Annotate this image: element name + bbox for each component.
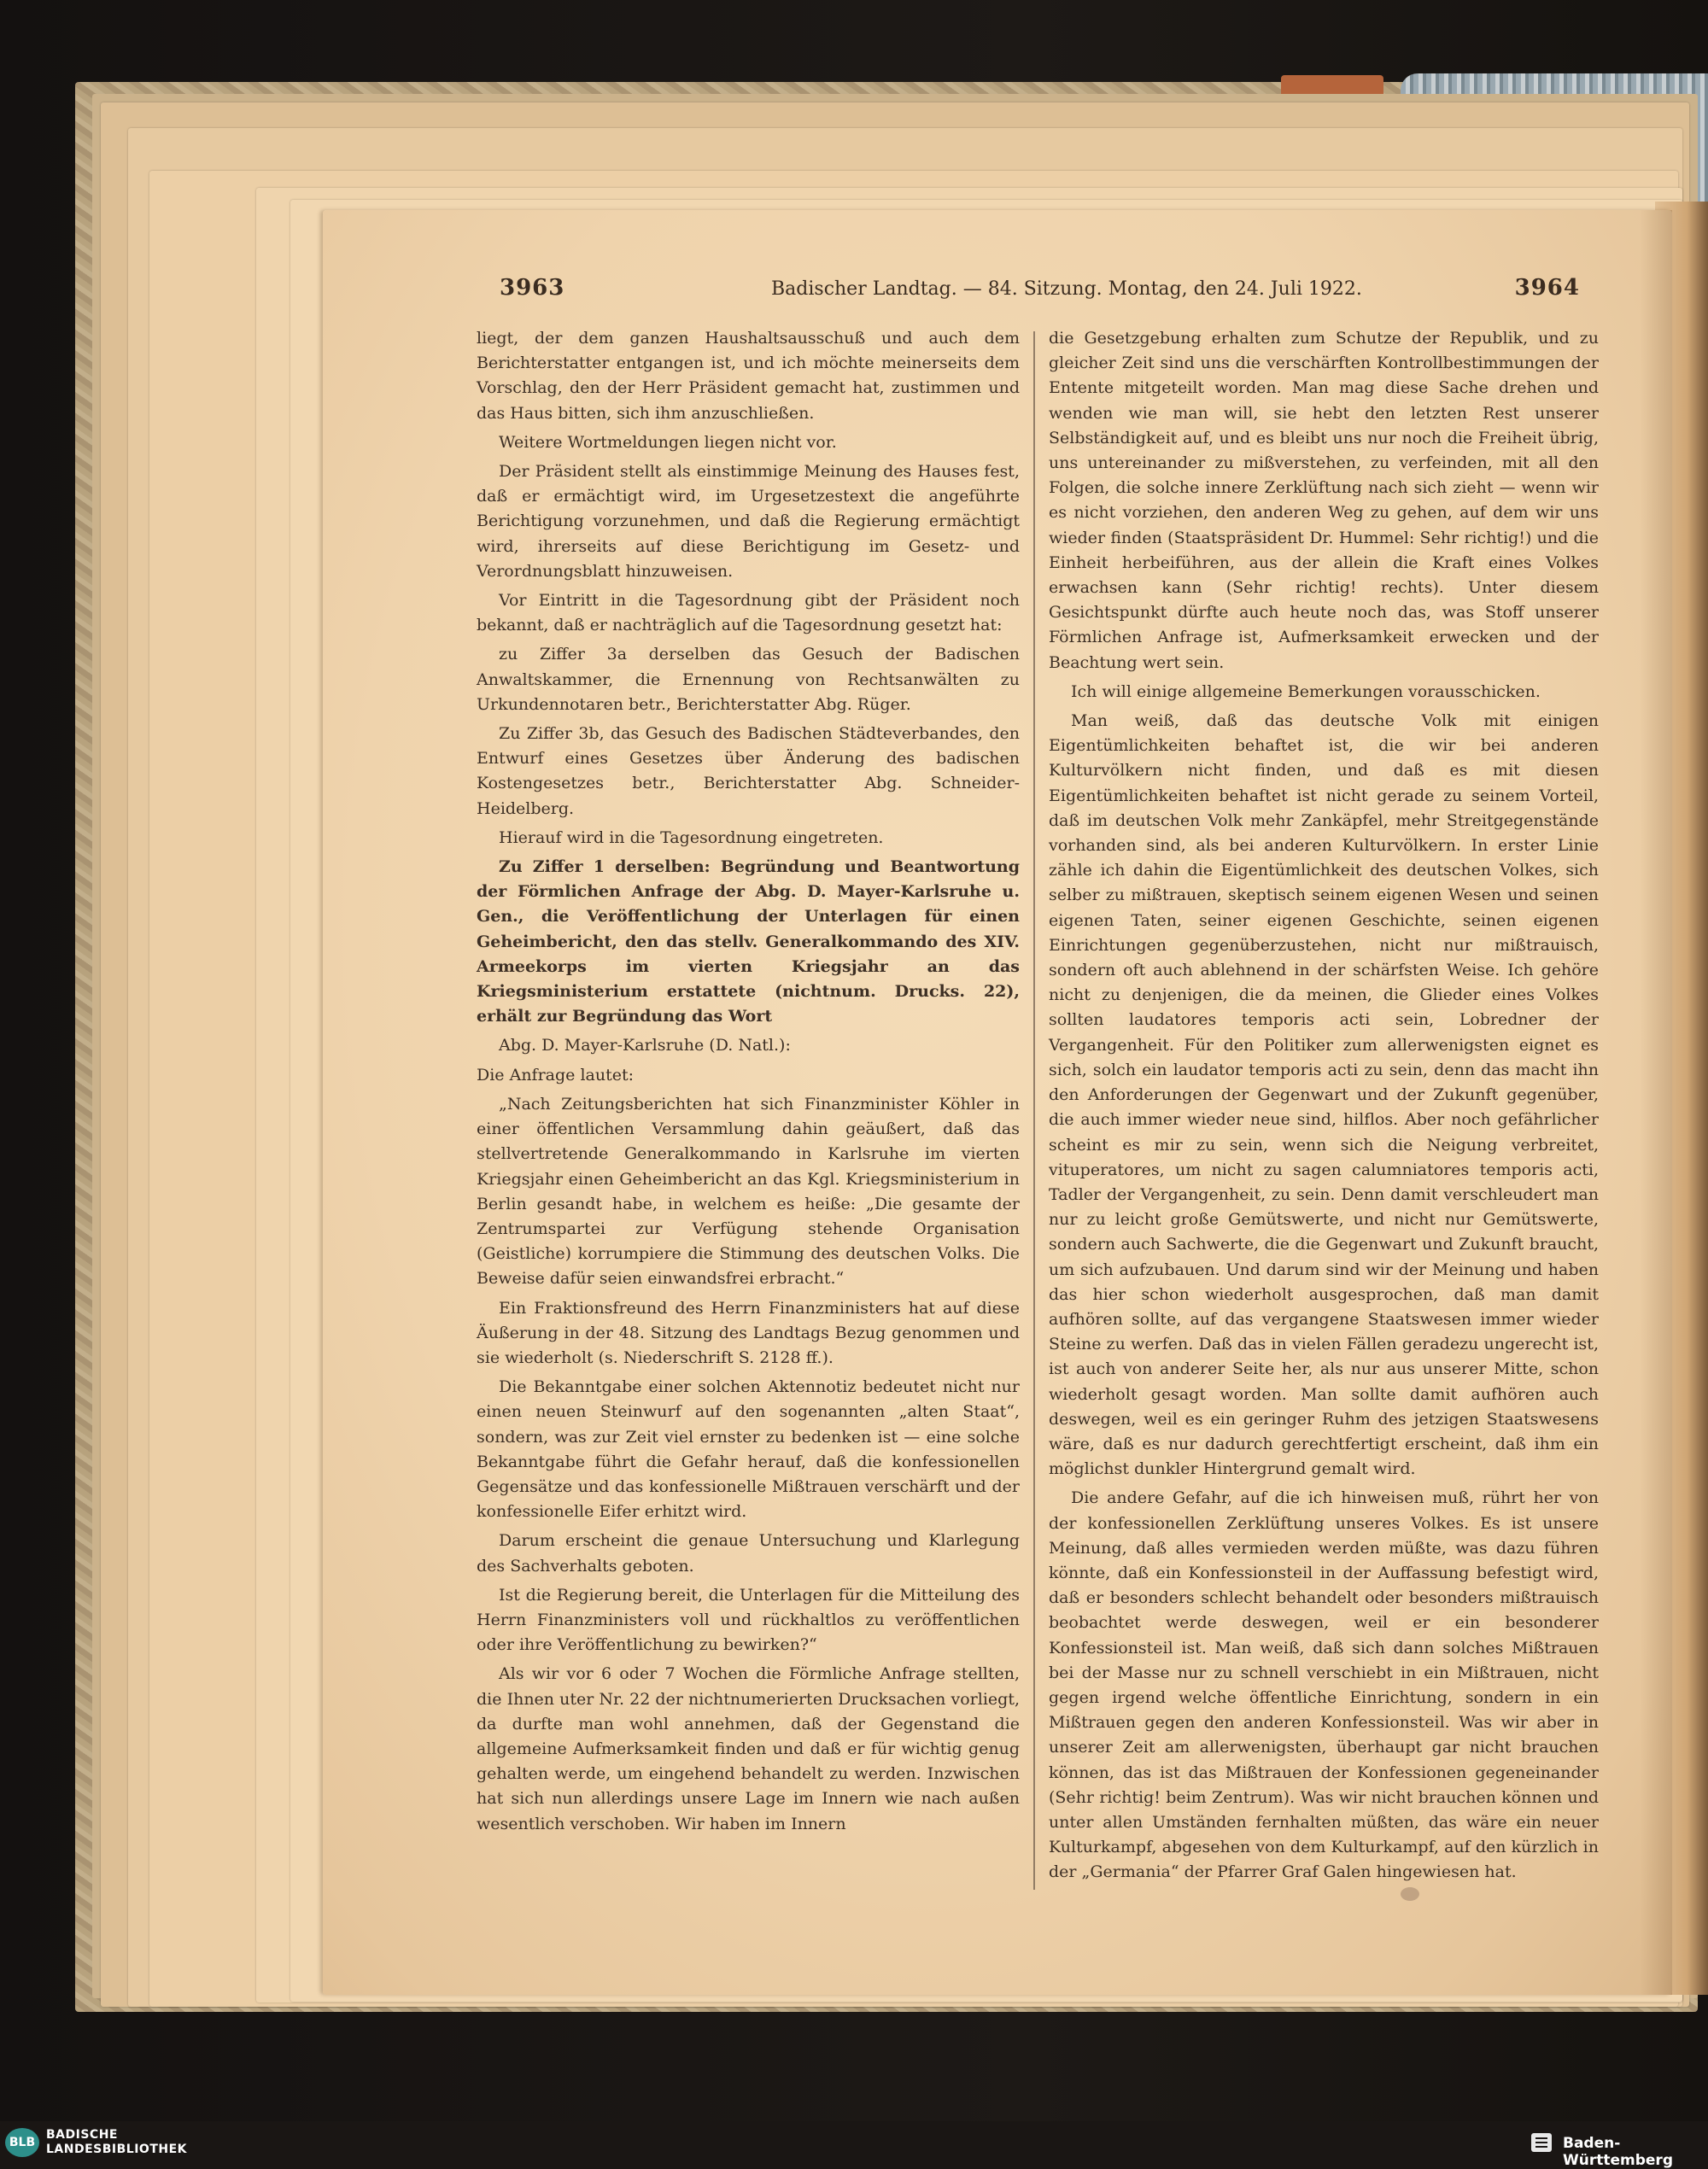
blb-logo[interactable]: BLB — [5, 2128, 39, 2157]
speaker-line: Abg. D. Mayer-Karlsruhe (D. Natl.): — [499, 1036, 791, 1055]
page-header — [500, 275, 1580, 309]
footer-bar — [0, 2121, 1708, 2169]
column-divider — [1033, 331, 1035, 1890]
paragraph: Zu Ziffer 3b, das Gesuch des Badischen Städteverbandes, den Entwurf eines Gesetzes über Änderung des badischen Kostengesetzes betr., Berichterstatter Abg. Schneider-Heidelberg. — [477, 724, 1020, 818]
library-name-line1: BADISCHE — [46, 2128, 118, 2142]
state-name[interactable]: Baden-Württemberg — [1563, 2135, 1673, 2169]
paragraph: Vor Eintritt in die Tagesordnung gibt der Präsident noch bekannt, daß er nachträglich auf die Tagesordnung gesetzt hat: — [477, 591, 1020, 635]
paragraph: liegt, der dem ganzen Haushaltsausschuß und auch dem Berichterstatter entgangen ist, und ich möchte meinerseits dem Vorschlag, den der Herr Präsident gemacht hat, zustimmen und das Haus bitten, sich ihm anzuschließen. — [477, 329, 1020, 423]
paragraph: Ich will einige allgemeine Bemerkungen vorausschicken. — [1071, 681, 1541, 701]
quoted-paragraph: „Nach Zeitungsberichten hat sich Finanzminister Köhler in einer öffentlichen Versammlung dahin geäußert, daß das stellvertretende Generalkommando in Karlsruhe im vierten Kriegsjahr einen Geheimbericht an das Kgl. Kriegsministerium in Berlin gesandt habe, in welchem es heiße: „Die gesamte der Zentrumspartei zur Verfügung stehende Organisation (Geistliche) korrumpiere die Stimmung des deutschen Volks. Die Beweise dafür seien einwandsfrei erbracht.“ — [477, 1094, 1020, 1289]
quoted-paragraph: Ist die Regierung bereit, die Unterlagen für die Mitteilung des Herrn Finanzministers voll und rückhaltlos zu veröffentlichen oder ihre Veröffentlichung zu bewirken?“ — [477, 1585, 1020, 1655]
paragraph: Der Präsident stellt als einstimmige Meinung des Hauses fest, daß er ermächtigt wird, im Urgesetzestext die angeführte Berichtigung vorzunehmen, und daß die Regierung ermächtigt wird, ihrerseits auf diese Berichtigung im Gesetz- und Verordnungsblatt hinzuweisen. — [477, 462, 1020, 581]
paragraph: zu Ziffer 3a derselben das Gesuch der Badischen Anwaltskammer, die Ernennung von Rechtsanwälten zu Urkundennotaren betr., Berichterstatter Abg. Rüger. — [477, 645, 1020, 714]
ink-blot — [1401, 1887, 1419, 1901]
library-name-line2: LANDESBIBLIOTHEK — [46, 2143, 188, 2156]
paragraph: Weitere Wortmeldungen liegen nicht vor. — [499, 432, 837, 452]
gutter-shadow — [1640, 210, 1672, 1995]
paragraph: Man weiß, daß das deutsche Volk mit einigen Eigentümlichkeiten behaftet ist, die wir bei anderen Kulturvölkern nicht finden, und daß es mit diesen Eigentümlichkeiten behaftet ist nicht gerade zu seinem Vorteil, daß im deutschen Volk mehr Zankäpfel, mehr Streitgegenstände vorhanden sind, als bei anderen Kulturvölkern. In erster Linie zähle ich dahin die Eigentümlichkeit des deutschen Volkes, sich selber zu mißtrauen, skeptisch seinem eigenen Wesen und seinen eigenen Taten, seiner eigenen Geschichte, seinen eigenen Einrichtungen gegenüberzustehen, nicht nur mißtrauisch, sondern oft auch ablehnend in der schärfsten Weise. Ich gehöre nicht zu denjenigen, die da meinen, die Glieder eines Volkes sollten laudatores temporis acti sein, Lobredner der Vergangenheit. Für den Politiker zum allerwenigsten eignet es sich, solch ein laudator temporis acti zu sein, denn das macht ihn den Anforderungen der Gegenwart und der Zukunft gegenüber, die auch immer wieder neue sind, hilflos. Aber noch gefährlicher scheint es mir zu sein, wenn sich die Neigung verbreitet, vituperatores, um nicht zu sagen calumniatores temporis acti, Tadler der Vergangenheit, zu sein. Denn damit verschleudert man nur zu leicht große Gemütswerte, und nicht nur Gemütswerte, sondern auch Sachwerte, die die Gegenwart und Zukunft braucht, um sich aufzubauen. Und darum sind wir der Meinung und haben das hier schon wiederholt ausgesprochen, daß man damit aufhören sollte, auf das vergangene Staatswesen immer wieder Steine zu werfen. Daß das in vielen Fällen geradezu ungerecht ist, ist auch von anderer Seite her, als nur aus unserer Mitte, schon wiederholt gesagt worden. Man sollte damit aufhören auch deswegen, weil es ein geringer Ruhm des jetzigen Staatswesens wäre, daß es nur dadurch gerechtfertigt erscheint, daß ihm ein möglichst dunkler Hintergrund gemalt wird. — [1049, 711, 1599, 1479]
paragraph: Hierauf wird in die Tagesordnung eingetreten. — [499, 827, 884, 847]
coat-of-arms-icon — [1529, 2130, 1554, 2155]
quoted-paragraph: Ein Fraktionsfreund des Herrn Finanzministers hat auf diese Äußerung in der 48. Sitzung des Landtags Bezug genommen und sie wiederholt (s. Niederschrift S. 2128 ff.). — [477, 1298, 1020, 1367]
right-column — [1049, 326, 1599, 1890]
page-number-right: 3964 — [1514, 275, 1580, 301]
quoted-paragraph: Die Bekanntgabe einer solchen Aktennotiz bedeutet nicht nur einen neuen Steinwurf auf den sogenannten „alten Staat“, sondern, was zur Zeit viel ernster zu bedenken ist — eine solche Bekanntgabe führt die Gefahr herauf, daß die konfessionellen Gegensätze und das konfessionelle Mißtrauen verschärft und der konfessionelle Eifer erhitzt wird. — [477, 1377, 1020, 1522]
paragraph: die Gesetzgebung erhalten zum Schutze der Republik, und zu gleicher Zeit sind uns die verschärften Kontrollbestimmungen der Entente mitgeteilt worden. Man mag diese Sache drehen und wenden wie man will, sie hebt den letzten Rest unserer Selbständigkeit auf, und es bleibt uns nur noch die Freiheit übrig, uns untereinander zu mißverstehen, zu verfeinden, mit all den Folgen, die solche innere Zerklüftung nach sich zieht — wenn wir es nicht vorziehen, den anderen Weg zu gehen, auf dem wir uns wieder finden (Staatspräsident Dr. Hummel: Sehr richtig!) und die Einheit herbeiführen, aus der allein die Kraft eines Volkes erwachsen kann (Sehr richtig! rechts). Unter diesem Gesichtspunkt dürfte auch heute noch das, was Stoff unserer Förmlichen Anfrage ist, Aufmerksamkeit erwecken und der Beachtung wert sein. — [1049, 329, 1599, 672]
paragraph: Die andere Gefahr, auf die ich hinweisen muß, rührt her von der konfessionellen Zerklüftung unseres Volkes. Es ist unsere Meinung, daß alles vermieden werden müßte, was dazu führen könnte, daß ein Konfessionsteil in der Auffassung befestigt wird, daß er besonders schlecht behandelt oder besonders mißtrauisch beobachtet werde deswegen, weil er ein besonderer Konfessionsteil ist. Man weiß, daß sich dann solches Mißtrauen bei der Masse nur zu schnell verschiebt in ein Mißtrauen, nicht gegen irgend welche öffentliche Einrichtung, sondern in ein Mißtrauen gegen den anderen Konfessionsteil. Was wir aber in unserer Zeit am allerwenigsten, überhaupt gar nicht brauchen können, das ist das Mißtrauen der Konfessionen gegeneinander (Sehr richtig! beim Zentrum). Was wir nicht brauchen können und unter allen Umständen fernhalten müßten, das wäre ein neuer Kulturkampf, abgesehen von dem Kulturkampf, auf den kürzlich in der „Germania“ der Pfarrer Graf Galen hingewiesen hat. — [1049, 1488, 1599, 1882]
running-title: Badischer Landtag. — 84. Sitzung. Montag, den 24. Juli 1922. — [771, 278, 1362, 300]
quoted-paragraph: Darum erscheint die genaue Untersuchung und Klarlegung des Sachverhalts geboten. — [477, 1531, 1020, 1576]
paragraph: Die Anfrage lautet: — [477, 1065, 634, 1084]
library-name[interactable] — [46, 2128, 187, 2157]
left-column — [477, 326, 1020, 1841]
paragraph: Als wir vor 6 oder 7 Wochen die Förmliche Anfrage stellten, die Ihnen uter Nr. 22 der nichtnumerierten Drucksachen vorliegt, da durfte man wohl annehmen, daß der Gegenstand die allgemeine Aufmerksamkeit finden und daß er für wichtig genug gehalten werde, um eingehend behandelt zu werden. Inzwischen hat sich nun allerdings unsere Lage im Innern wie nach außen wesentlich verschoben. Wir haben im Innern — [477, 1664, 1020, 1833]
agenda-item-heading: Zu Ziffer 1 derselben: Begründung und Beantwortung der Förmlichen Anfrage der Abg. D. Mayer-Karlsruhe u. Gen., die Veröffentlichung der Unterlagen für einen Geheimbericht, den das stellv. Generalkommando des XIV. Armeekorps im vierten Kriegsjahr an das Kriegsministerium erstattete (nichtnum. Drucks. 22), erhält zur Begründung das Wort — [477, 857, 1020, 1026]
page-number-left: 3963 — [500, 275, 565, 301]
